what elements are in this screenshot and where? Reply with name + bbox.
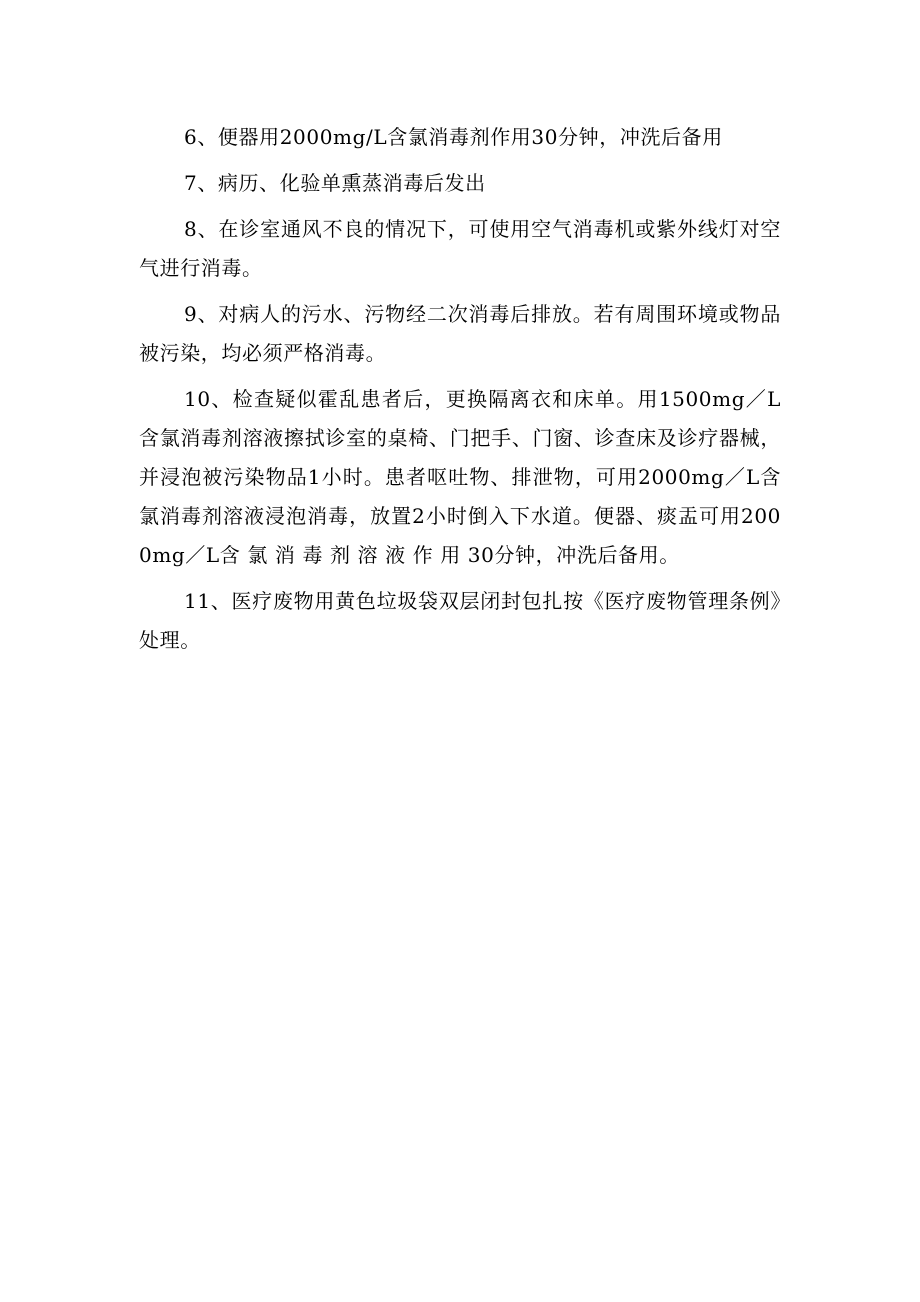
paragraph-item-9: 9、对病人的污水、污物经二次消毒后排放。若有周围环境或物品被污染，均必须严格消毒。 bbox=[139, 302, 781, 365]
paragraph-item-7: 7、病历、化验单熏蒸消毒后发出 bbox=[184, 171, 486, 195]
document-body bbox=[139, 118, 781, 660]
paragraph-item-10: 10、检查疑似霍乱患者后，更换隔离衣和床单。用1500mg／L含氯消毒剂溶液擦拭诊室的桌椅、门把手、门窗、诊查床及诊疗器械，并浸泡被污染物品1小时。患者呕吐物、排泄物，可用2000mg／L含氯消毒剂溶液浸泡消毒，放置2小时倒入下水道。便器、痰盂可用2000mg／L含 氯 消 毒 剂 溶 液 作 用 30分钟，冲洗后备用。 bbox=[139, 387, 781, 567]
paragraph-item-6: 6、便器用2000mg/L含氯消毒剂作用30分钟，冲洗后备用 bbox=[184, 125, 723, 149]
paragraph-item-8: 8、在诊室通风不良的情况下，可使用空气消毒机或紫外线灯对空气进行消毒。 bbox=[139, 217, 781, 280]
paragraph-item-11: 11、医疗废物用黄色垃圾袋双层闭封包扎按《医疗废物管理条例》处理。 bbox=[139, 589, 781, 652]
